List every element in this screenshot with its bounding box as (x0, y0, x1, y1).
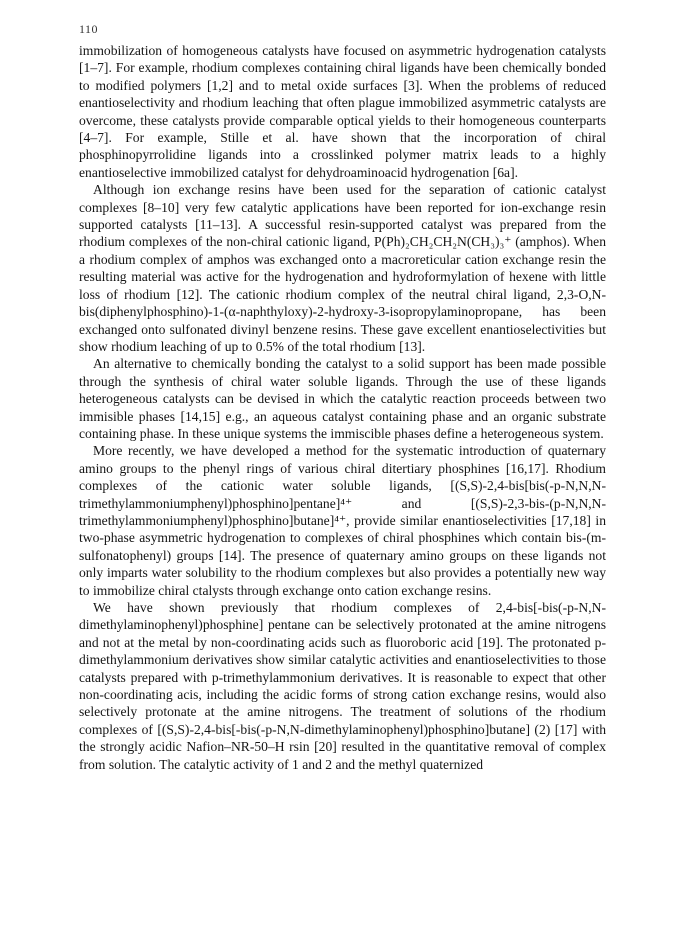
paragraph-5: We have shown previously that rhodium complexes of 2,4-bis[-bis(-p-N,N-dimethylaminophenyl)phosphine] pentane can be selectively protonated at the amine nitrogens and not at the metal by non-coordinating acids such as fluoroboric acid [19]. The protonated p-dimethylammonium derivatives show similar catalytic activities and enantioselectivities to those catalysts prepared with p-trimethylammonium derivatives. It is reasonable to expect that other non-coordinating acis, including the acidic forms of strong cation exchange resins, would also selectively protonate at the amine nitrogens. The treatment of solutions of the rhodium complexes of [(S,S)-2,4-bis[-bis(-p-N,N-dimethylaminophenyl)phosphino]butane] (2) [17] with the strongly acidic Nafion–NR-50–H rsin [20] resulted in the quantitative removal of complex from solution. The catalytic activity of 1 and 2 and the methyl quaternized (79, 600, 606, 772)
page-number: 110 (79, 22, 99, 36)
paragraph-1: immobilization of homogeneous catalysts have focused on asymmetric hydrogenation catalysts [1–7]. For example, rhodium complexes containing chiral ligands have been chemically bonded to modified polymers [1,2] and to metal oxide surfaces [3]. When the problems of reduced enantioselectivity and rhodium leaching that often plague immobilized asymmetric catalysts are overcome, these catalysts provide comparable optical yields to their homogeneous counterparts [4–7]. For example, Stille et al. have shown that the incorporation of chiral phosphinopyrrolidine ligands into a crosslinked polymer matrix leads to a highly enantioselective immobilized catalyst for dehydroaminoacid hydrogenation [6a]. (79, 43, 606, 180)
body-text (79, 42, 606, 773)
paragraph-3: An alternative to chemically bonding the catalyst to a solid support has been made possible through the synthesis of chiral water soluble ligands. Through the use of these ligands heterogeneous catalysts can be devised in which the catalytic reaction proceeds between two immisible phases [14,15] e.g., an aqueous catalyst containing phase and an organic substrate containing phase. In these unique systems the immiscible phases define a heterogeneous system. (79, 356, 606, 441)
paragraph-4: More recently, we have developed a method for the systematic introduction of quaternary amino groups to the phenyl rings of various chiral ditertiary phosphines [16,17]. Rhodium complexes of the cationic water soluble ligands, [(S,S)-2,4-bis[bis(-p-N,N,N-trimethylammoniumphenyl)phosphino]pentane]⁴⁺ and [(S,S)-2,3-bis-(p-N,N,N-trimethylammoniumphenyl)phosphino]butane]⁴⁺, provide similar enantioselectivities [17,18] in two-phase asymmetric hydrogenation to complexes of chiral phosphines which contain bis-(m-sulfonatophenyl) groups [14]. The presence of quaternary amino groups on these ligands not only imparts water solubility to the rhodium complexes but also provides a potentially new way to immobilize chiral ctalysts through exchange onto cation exchange resins. (79, 443, 606, 598)
paragraph-2: Although ion exchange resins have been used for the separation of cationic catalyst complexes [8–10] very few catalytic applications have been reported for ion-exchange resin supported catalysts [11–13]. A successful resin-supported catalyst was prepared from the rhodium complexes of the non-chiral cationic ligand, P(Ph)₂CH₂CH₂N(CH₃)₃⁺ (amphos). When a rhodium complex of amphos was exchanged onto a macroreticular cation exchange resin the resulting material was active for the hydrogenation and hydroformylation of hexene with little loss of rhodium [12]. The cationic rhodium complex of the neutral chiral ligand, 2,3-O,N-bis(diphenylphosphino)-1-(α-naphthyloxy)-2-hydroxy-3-isopropylaminopropane, has been exchanged onto sulfonated divinyl benzene resins. These gave excellent enantioselectivities but show rhodium leaching of up to 0.5% of the total rhodium [13]. (79, 182, 606, 354)
